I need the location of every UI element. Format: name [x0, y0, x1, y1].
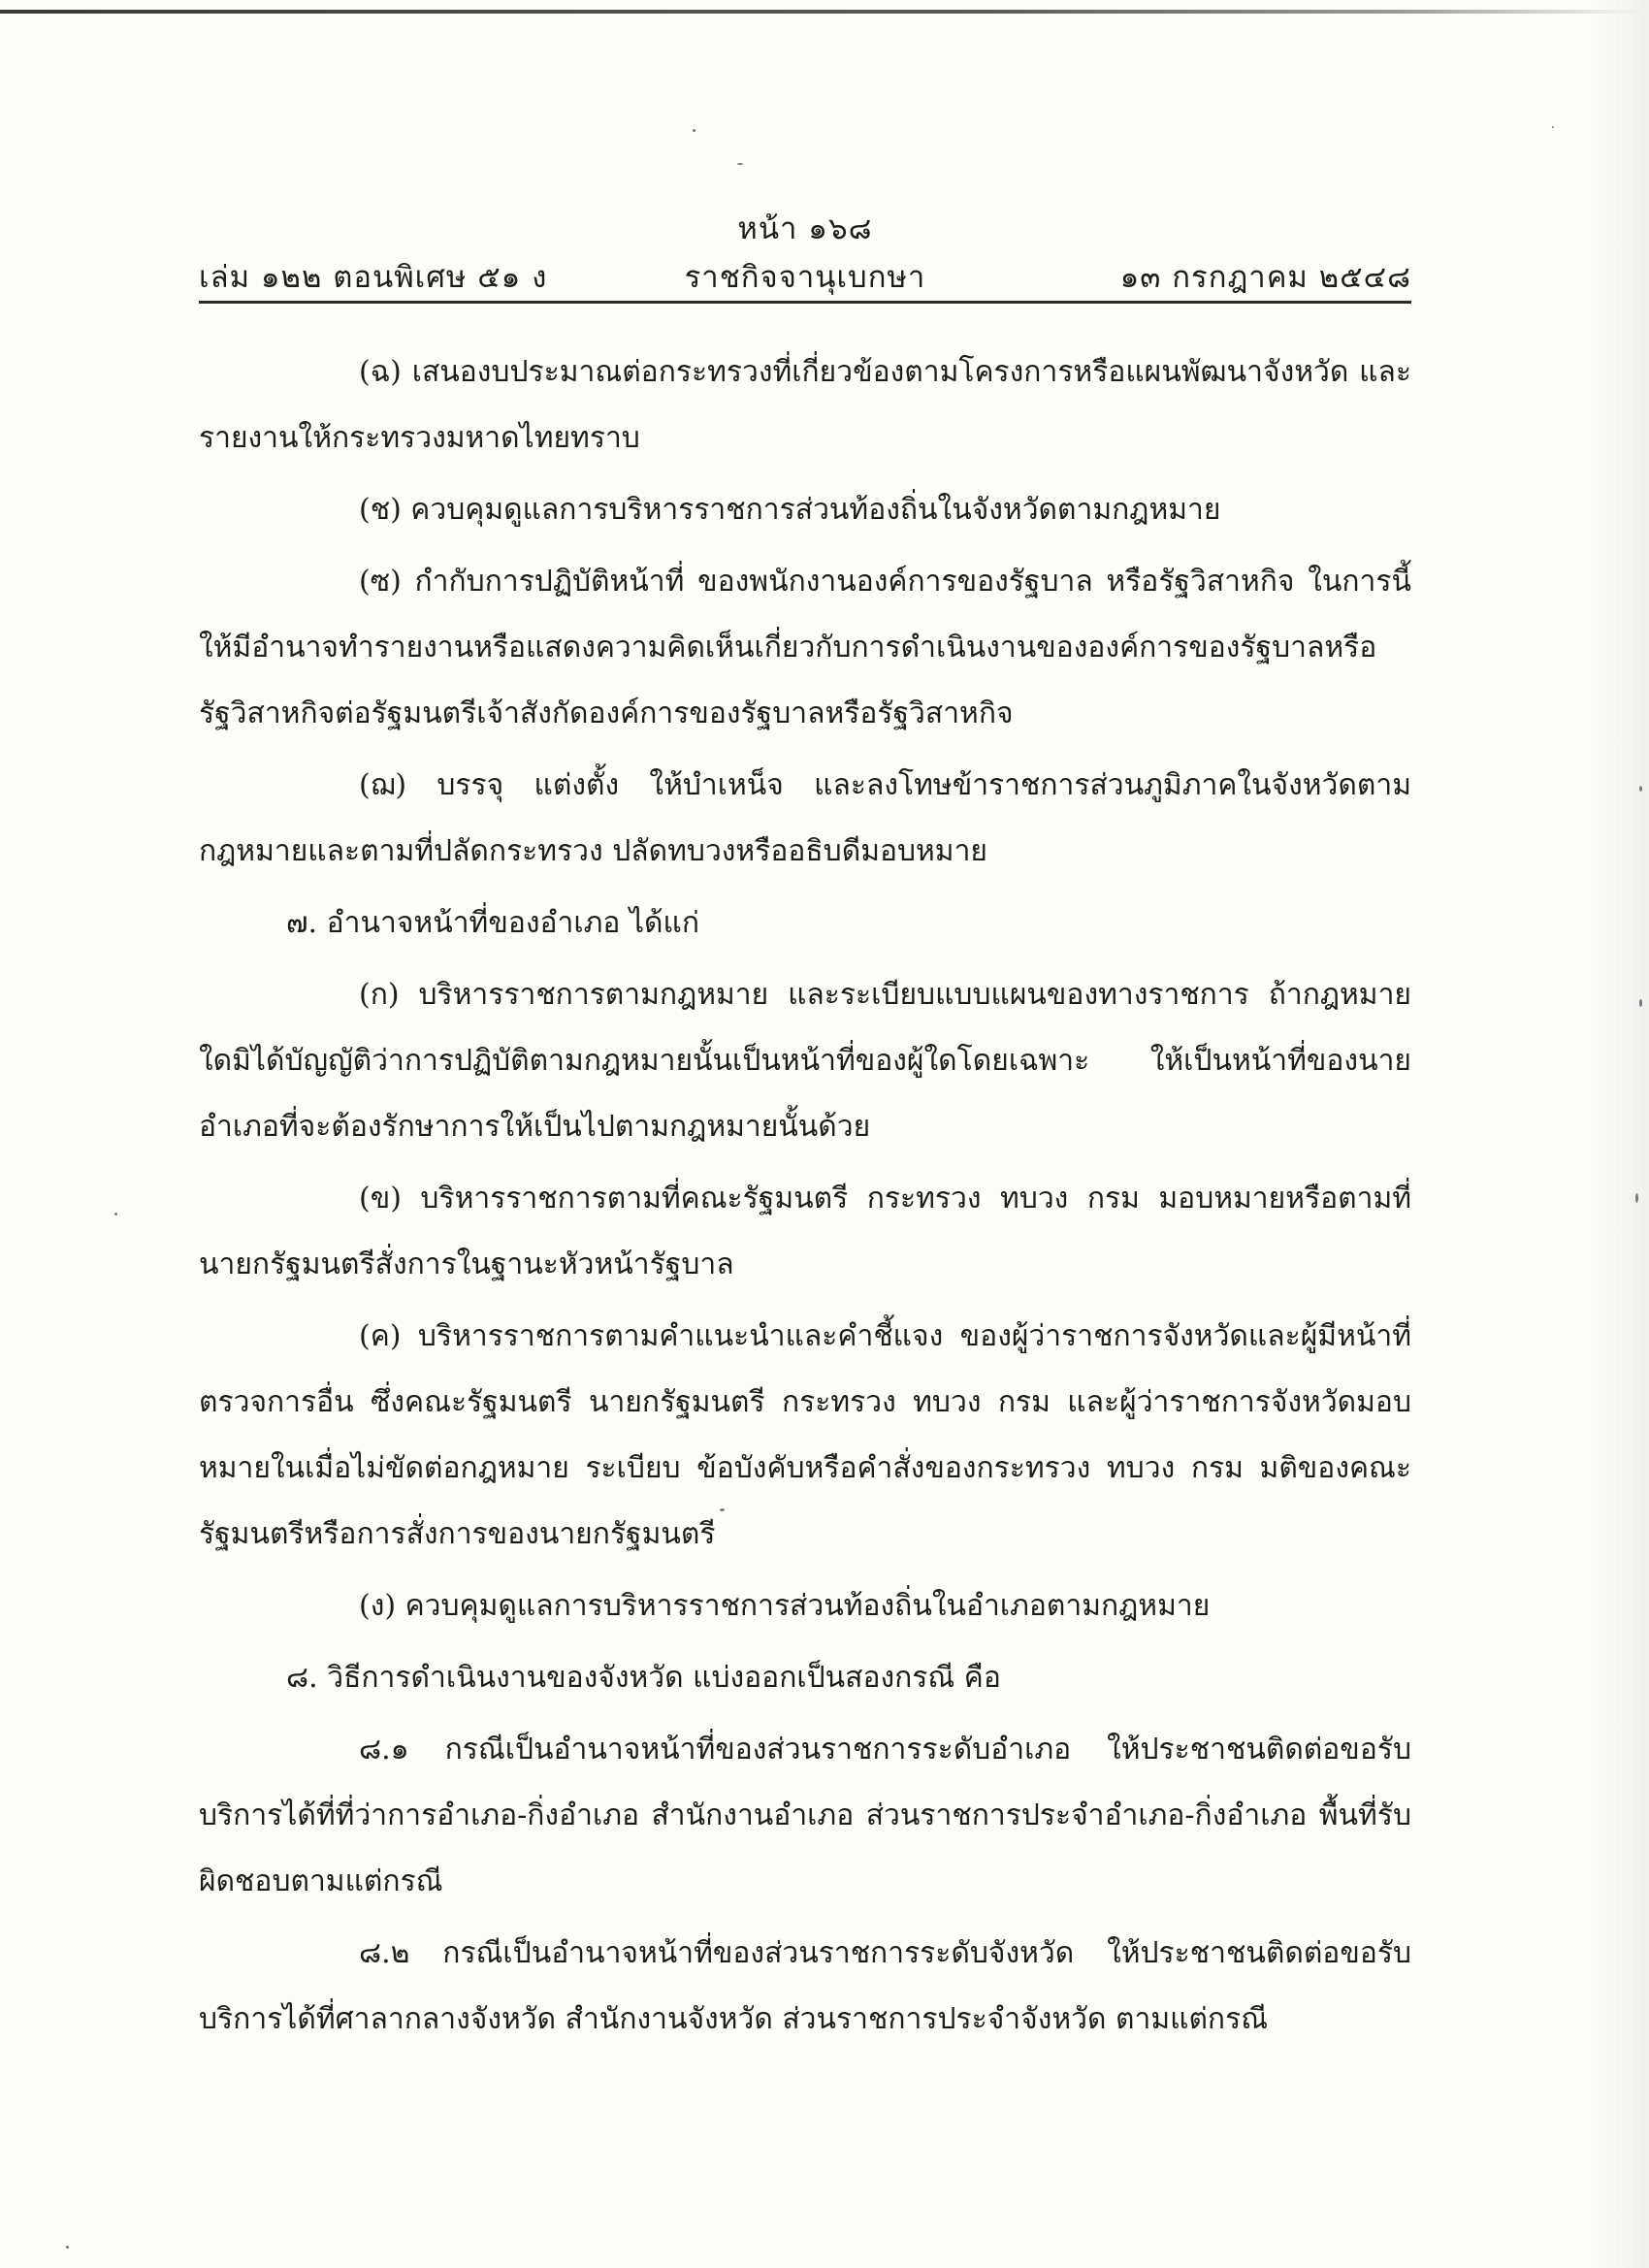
section-7-heading: ๗. อำนาจหน้าที่ของอำเภอ ได้แก่ [286, 906, 700, 940]
document-body [199, 340, 1411, 2053]
section-8-heading: ๘. วิธีการดำเนินงานของจังหวัด แบ่งออกเป็นสองกรณี คือ [286, 1661, 1001, 1695]
paragraph-item-kho: (ข) บริหารราชการตามที่คณะรัฐมนตรี กระทรวง ทบวง กรม มอบหมายหรือตามที่นายกรัฐมนตรีสั่งการในฐานะหัวหน้ารัฐบาล [199, 1182, 1411, 1281]
scan-right-shadow [1591, 0, 1649, 2268]
paragraph-item-so: (ซ) กำกับการปฏิบัติหน้าที่ ของพนักงานองค์การของรัฐบาล หรือรัฐวิสาหกิจ ในการนี้ให้มีอำนาจทำรายงานหรือแสดงความคิดเห็นเกี่ยวกับการดำเนินงานขององค์การของรัฐบาลหรือรัฐวิสาหกิจต่อรัฐมนตรีเจ้าสังกัดองค์การของรัฐบาลหรือรัฐวิสาหกิจ [199, 565, 1411, 730]
scan-speck [693, 129, 695, 132]
scan-speck [1635, 1193, 1638, 1203]
page-number: หน้า ๑๖๘ [737, 211, 873, 246]
paragraph-item-kho-khwai: (ค) บริหารราชการตามคำแนะนำและคำชี้แจง ของผู้ว่าราชการจังหวัดและผู้มีหน้าที่ตรวจการอื่น ซึ่งคณะรัฐมนตรี นายกรัฐมนตรี กระทรวง ทบวง กรม และผู้ว่าราชการจังหวัดมอบหมายในเมื่อไม่ขัดต่อกฎหมาย ระเบียบ ข้อบังคับหรือคำสั่งของกระทรวง ทบวง กรม มติของคณะรัฐมนตรีหรือการสั่งการของนายกรัฐมนตรี [199, 1319, 1411, 1551]
paragraph-item-ngo: (ง) ควบคุมดูแลการบริหารราชการส่วนท้องถิ่นในอำเภอตามกฎหมาย [359, 1589, 1211, 1623]
paragraph-item-cho-choe: (ฌ) บรรจุ แต่งตั้ง ให้บำเหน็จ และลงโทษข้าราชการส่วนภูมิภาคในจังหวัดตามกฎหมายและตามที่ปลัดกระทรวง ปลัดทบวงหรืออธิบดีมอบหมาย [199, 768, 1411, 868]
paragraph-item-ko: (ก) บริหารราชการตามกฎหมาย และระเบียบแบบแผนของทางราชการ ถ้ากฎหมายใดมิได้บัญญัติว่าการปฏิบัติตามกฎหมายนั้นเป็นหน้าที่ของผู้ใดโดยเฉพาะ ให้เป็นหน้าที่ของนายอำเภอที่จะต้องรักษาการให้เป็นไปตามกฎหมายนั้นด้วย [199, 978, 1411, 1144]
scan-speck [66, 2246, 69, 2249]
scan-speck [737, 163, 743, 165]
paragraph-item-cho: (ฉ) เสนองบประมาณต่อกระทรวงที่เกี่ยวข้องตามโครงการหรือแผนพัฒนาจังหวัด และรายงานให้กระทรวงมหาดไทยทราบ [199, 355, 1411, 455]
scan-speck [1552, 126, 1554, 128]
volume-issue: เล่ม ๑๒๒ ตอนพิเศษ ๕๑ ง [199, 260, 548, 295]
publication-date: ๑๓ กรกฎาคม ๒๕๔๘ [1119, 260, 1411, 295]
scan-speck [114, 1213, 117, 1215]
header-rule [199, 301, 1411, 304]
gazette-header [199, 204, 1411, 306]
scan-top-edge [0, 10, 1649, 14]
scan-speck [1639, 786, 1642, 792]
paragraph-8-2: ๘.๒ กรณีเป็นอำนาจหน้าที่ของส่วนราชการระดับจังหวัด ให้ประชาชนติดต่อขอรับบริการได้ที่ศาลากลางจังหวัด สำนักงานจังหวัด ส่วนราชการประจำจังหวัด ตามแต่กรณี [199, 1936, 1411, 2036]
paragraph-8-1: ๘.๑ กรณีเป็นอำนาจหน้าที่ของส่วนราชการระดับอำเภอ ให้ประชาชนติดต่อขอรับบริการได้ที่ที่ว่าการอำเภอ-กิ่งอำเภอ สำนักงานอำเภอ ส่วนราชการประจำอำเภอ-กิ่งอำเภอ พื้นที่รับผิดชอบตามแต่กรณี [199, 1733, 1411, 1898]
paragraph-item-chor: (ช) ควบคุมดูแลการบริหารราชการส่วนท้องถิ่นในจังหวัดตามกฎหมาย [359, 493, 1221, 527]
gazette-name: ราชกิจจานุเบกษา [684, 260, 926, 295]
scan-speck [1639, 999, 1642, 1007]
